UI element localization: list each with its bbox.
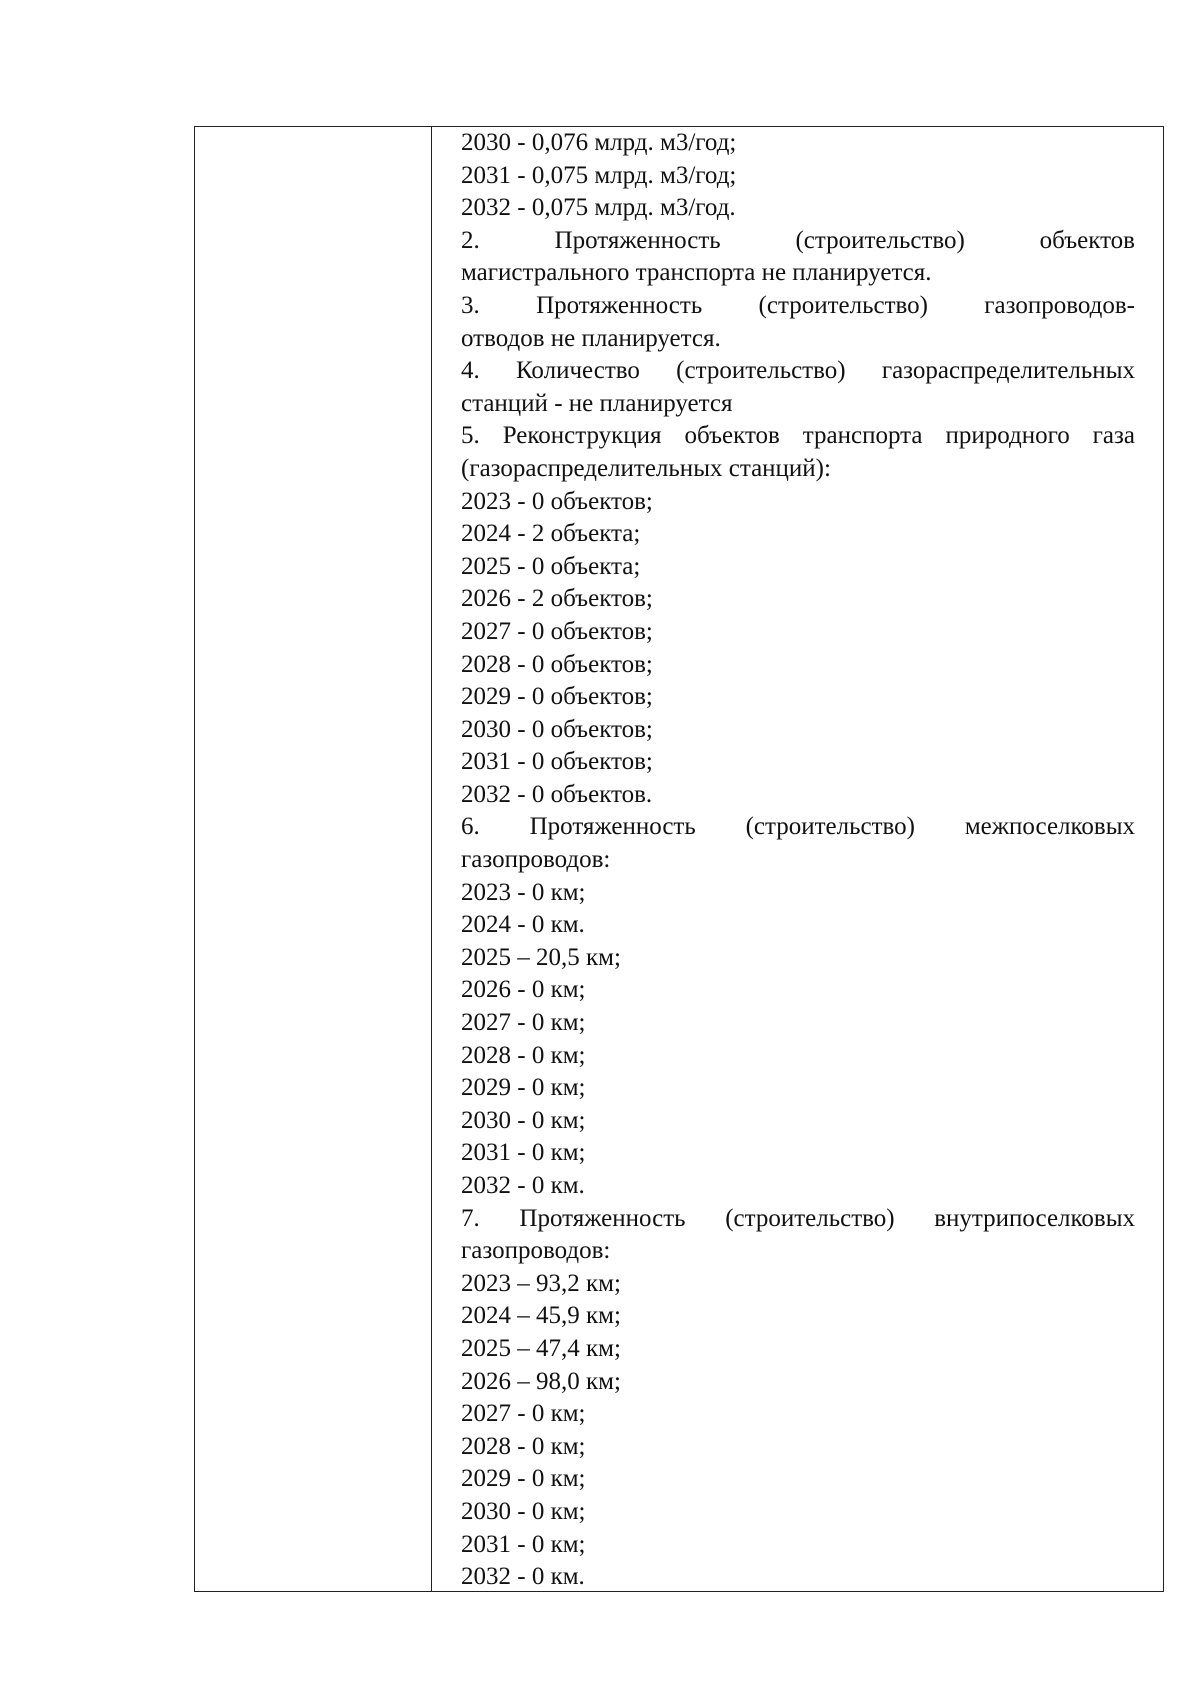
text-line: 2032 - 0,075 млрд. м3/год.: [461, 194, 736, 222]
table-left-cell: [195, 127, 432, 1591]
text-line: 2030 - 0 объектов;: [461, 715, 653, 743]
text-line: 2031 - 0 объектов;: [461, 748, 653, 776]
text-line: 2028 - 0 объектов;: [461, 650, 653, 678]
text-line: 2032 - 0 км.: [461, 1563, 585, 1591]
table-right-cell: [432, 127, 1163, 1591]
text-line: 6. Протяженность (строительство) межпоселковых: [461, 813, 1135, 841]
text-line: 2027 - 0 км;: [461, 1009, 586, 1037]
text-line: 2025 – 47,4 км;: [461, 1334, 621, 1362]
text-line: 2023 - 0 км;: [461, 878, 586, 906]
text-line: 2026 - 0 км;: [461, 976, 586, 1004]
text-line: станций - не планируется: [461, 389, 733, 417]
text-line: (газораспределительных станций):: [461, 454, 831, 482]
text-line: магистрального транспорта не планируется.: [461, 259, 932, 287]
text-line: 7. Протяженность (строительство) внутрипоселковых: [461, 1204, 1135, 1232]
text-line: 2026 – 98,0 км;: [461, 1367, 621, 1395]
text-line: газопроводов:: [461, 1237, 611, 1265]
text-line: 2026 - 2 объектов;: [461, 585, 653, 613]
text-line: 2030 - 0 км;: [461, 1497, 586, 1525]
text-line: 2024 - 2 объекта;: [461, 520, 641, 548]
text-line: газопроводов:: [461, 846, 611, 874]
text-line: 2023 - 0 объектов;: [461, 487, 653, 515]
text-line: 2031 - 0,075 млрд. м3/год;: [461, 161, 737, 189]
text-line: 2032 - 0 объектов.: [461, 780, 653, 808]
text-line: 2028 - 0 км;: [461, 1041, 586, 1069]
text-line: 2024 – 45,9 км;: [461, 1302, 621, 1330]
text-line: отводов не планируется.: [461, 324, 721, 352]
text-line: 5. Реконструкция объектов транспорта природного газа: [461, 422, 1135, 450]
document-table: [194, 126, 1164, 1592]
text-line: 2029 - 0 км;: [461, 1074, 586, 1102]
text-line: 2023 – 93,2 км;: [461, 1269, 621, 1297]
text-line: 2030 - 0,076 млрд. м3/год;: [461, 129, 737, 156]
text-line: 2031 - 0 км;: [461, 1530, 586, 1558]
text-line: 2031 - 0 км;: [461, 1139, 586, 1167]
text-line: 4. Количество (строительство) газораспределительных: [461, 357, 1135, 385]
text-line: 2025 – 20,5 км;: [461, 943, 621, 971]
text-line: 2029 - 0 км;: [461, 1465, 586, 1493]
text-line: 2025 - 0 объекта;: [461, 552, 641, 580]
text-line: 2027 - 0 объектов;: [461, 617, 653, 645]
text-line: 2032 - 0 км.: [461, 1172, 585, 1199]
text-line: 2030 - 0 км;: [461, 1106, 586, 1134]
text-line: 3. Протяженность (строительство) газопроводов-: [461, 291, 1135, 319]
text-line: 2. Протяженность (строительство) объектов: [461, 226, 1135, 254]
text-line: 2024 - 0 км.: [461, 911, 585, 939]
text-line: 2029 - 0 объектов;: [461, 683, 653, 711]
text-line: 2027 - 0 км;: [461, 1400, 586, 1428]
text-line: 2028 - 0 км;: [461, 1432, 586, 1460]
